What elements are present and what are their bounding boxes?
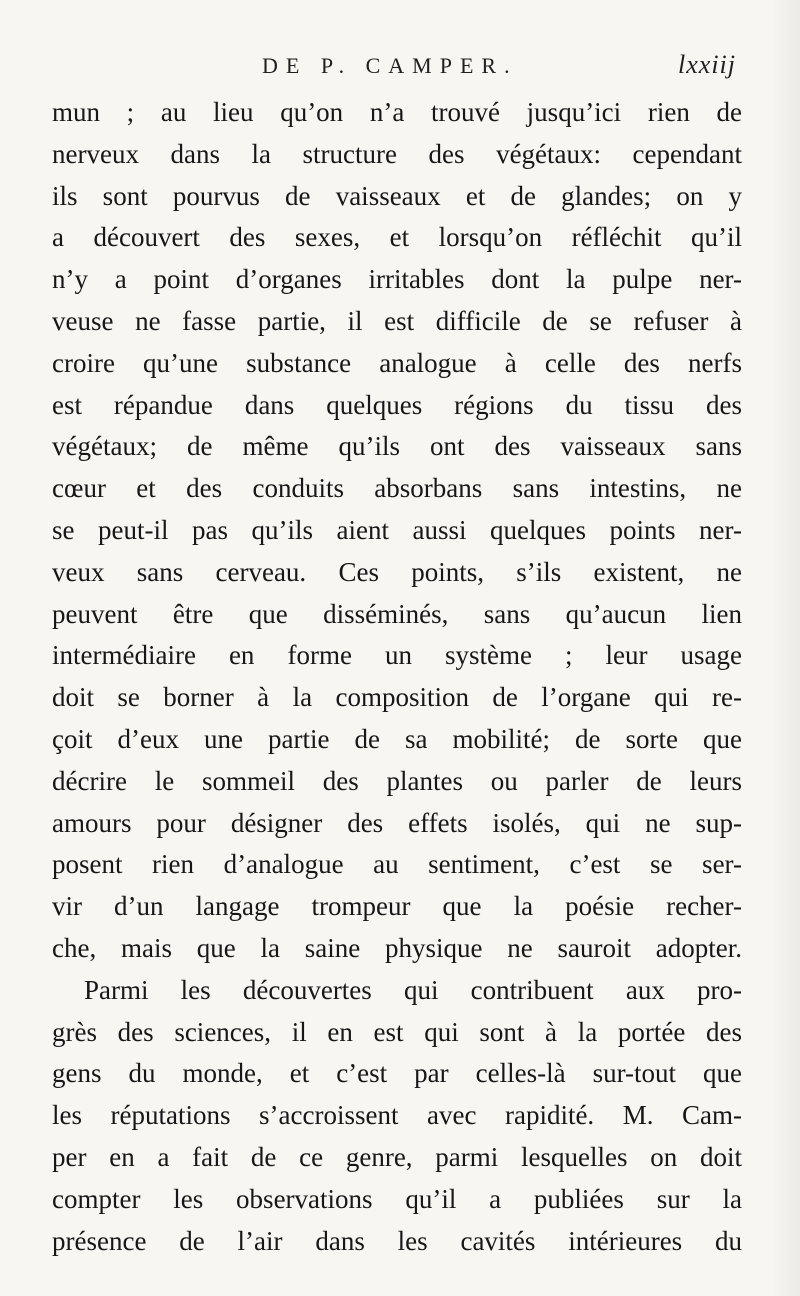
running-head: DE P. CAMPER. — [262, 53, 518, 78]
text-line: les réputations s’accroissent avec rapidité. M. Cam- — [52, 1100, 742, 1131]
text-line: est répandue dans quelques régions du tissu des — [52, 389, 742, 420]
text-line: intermédiaire en forme un système ; leur usage — [52, 640, 742, 671]
text-line: ils sont pourvus de vaisseaux et de glandes; on y — [52, 180, 742, 211]
paragraph-first-line: Parmi les découvertes qui contribuent aux pro- — [84, 974, 742, 1005]
text-line: cœur et des conduits absorbans sans intestins, ne — [52, 473, 742, 504]
text-line: veuse ne fasse partie, il est difficile de se refuser à — [52, 305, 742, 336]
text-line: décrire le sommeil des plantes ou parler de leurs — [52, 765, 742, 796]
text-line: compter les observations qu’il a publiées sur la — [52, 1183, 742, 1214]
text-line: gens du monde, et c’est par celles-là sur-tout que — [52, 1058, 742, 1089]
text-line: mun ; au lieu qu’on n’a trouvé jusqu’ici rien de — [52, 97, 742, 127]
text-line: peuvent être que disséminés, sans qu’aucun lien — [52, 598, 742, 629]
text-line: végétaux; de même qu’ils ont des vaisseaux sans — [52, 431, 742, 462]
body-text — [52, 92, 742, 1262]
text-line: per en a fait de ce genre, parmi lesquelles on doit — [52, 1141, 742, 1172]
text-line: posent rien d’analogue au sentiment, c’est se ser- — [52, 849, 742, 880]
text-line: présence de l’air dans les cavités intérieures du — [52, 1225, 742, 1256]
text-line: vir d’un langage trompeur que la poésie recher- — [52, 891, 742, 922]
text-line: a découvert des sexes, et lorsqu’on réfléchit qu’il — [52, 222, 742, 253]
page-number: lxxiij — [678, 50, 736, 79]
text-line: amours pour désigner des effets isolés, qui ne sup- — [52, 807, 742, 838]
text-line: grès des sciences, il en est qui sont à la portée des — [52, 1016, 742, 1047]
text-line: nerveux dans la structure des végétaux: cependant — [52, 138, 742, 169]
text-line: n’y a point d’organes irritables dont la pulpe ner- — [52, 264, 742, 295]
text-line: se peut-il pas qu’ils aient aussi quelques points ner- — [52, 514, 742, 545]
text-line: veux sans cerveau. Ces points, s’ils existent, ne — [52, 556, 742, 587]
text-line: çoit d’eux une partie de sa mobilité; de sorte que — [52, 723, 742, 754]
text-line: croire qu’une substance analogue à celle des nerfs — [52, 347, 742, 378]
page-edge-shadow — [770, 0, 800, 1296]
page-header — [50, 50, 750, 90]
text-line: che, mais que la saine physique ne sauroit adopter. — [52, 932, 742, 963]
text-line: doit se borner à la composition de l’organe qui re- — [52, 682, 742, 713]
